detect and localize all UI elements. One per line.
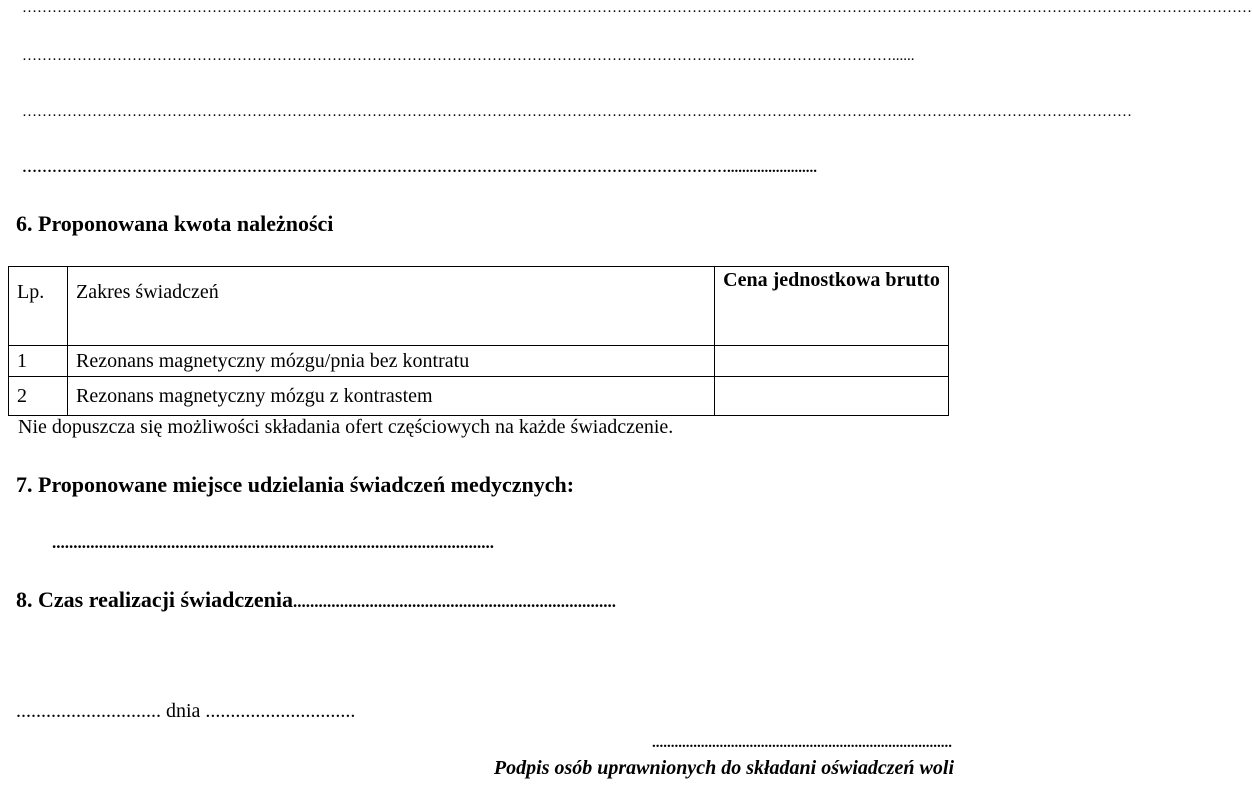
row-2-price-cell[interactable] [715, 377, 949, 416]
header-scope: Zakres świadczeń [68, 267, 715, 346]
row-1-lp: 1 [9, 346, 68, 377]
section-7-answer-dots: ........................................................................................................ [52, 533, 494, 552]
services-table [8, 266, 949, 416]
row-2-scope: Rezonans magnetyczny mózgu z kontrastem [68, 377, 715, 416]
section-6-title: 6. Proponowana kwota należności [16, 211, 334, 236]
dotted-line-4: ……………………………………………………………………………………………………………………………........................ [22, 160, 817, 176]
row-2-lp: 2 [9, 377, 68, 416]
dotted-line-3: …………………………………………………………………………………………………………………………………………………………………………………………………… [22, 104, 1132, 120]
section-8-answer-dots: ............................................................................ [292, 592, 616, 611]
table-row [9, 377, 949, 416]
row-1-scope: Rezonans magnetyczny mózgu/pnia bez kontratu [68, 346, 715, 377]
signature-caption: Podpis osób uprawnionych do składani oświadczeń woli [493, 757, 954, 779]
signature-dots: ................................................................................ [652, 735, 952, 751]
section-8-heading [16, 587, 616, 613]
header-price: Cena jednostkowa brutto [715, 267, 949, 346]
section-7-title: 7. Proponowane miejsce udzielania świadczeń medycznych: [16, 472, 575, 497]
header-lp: Lp. [9, 267, 68, 346]
partial-offers-note: Nie dopuszcza się możliwości składania ofert częściowych na każde świadczenie. [18, 416, 674, 438]
table-row [9, 346, 949, 377]
date-line: ............................. dnia .............................. [16, 700, 356, 722]
section-6-heading [16, 211, 333, 237]
section-8-title: 8. Czas realizacji świadczenia [16, 587, 293, 612]
dotted-line-2: …………………………………………………………………………………………………………………………………………………………...... [22, 48, 915, 64]
dotted-line-1: ………………………………………………………………………………………………………………………………………………………………………………………………………………………… [22, 0, 1252, 16]
row-1-price-cell[interactable] [715, 346, 949, 377]
section-7-heading [16, 472, 574, 498]
table-header-row [9, 267, 949, 346]
